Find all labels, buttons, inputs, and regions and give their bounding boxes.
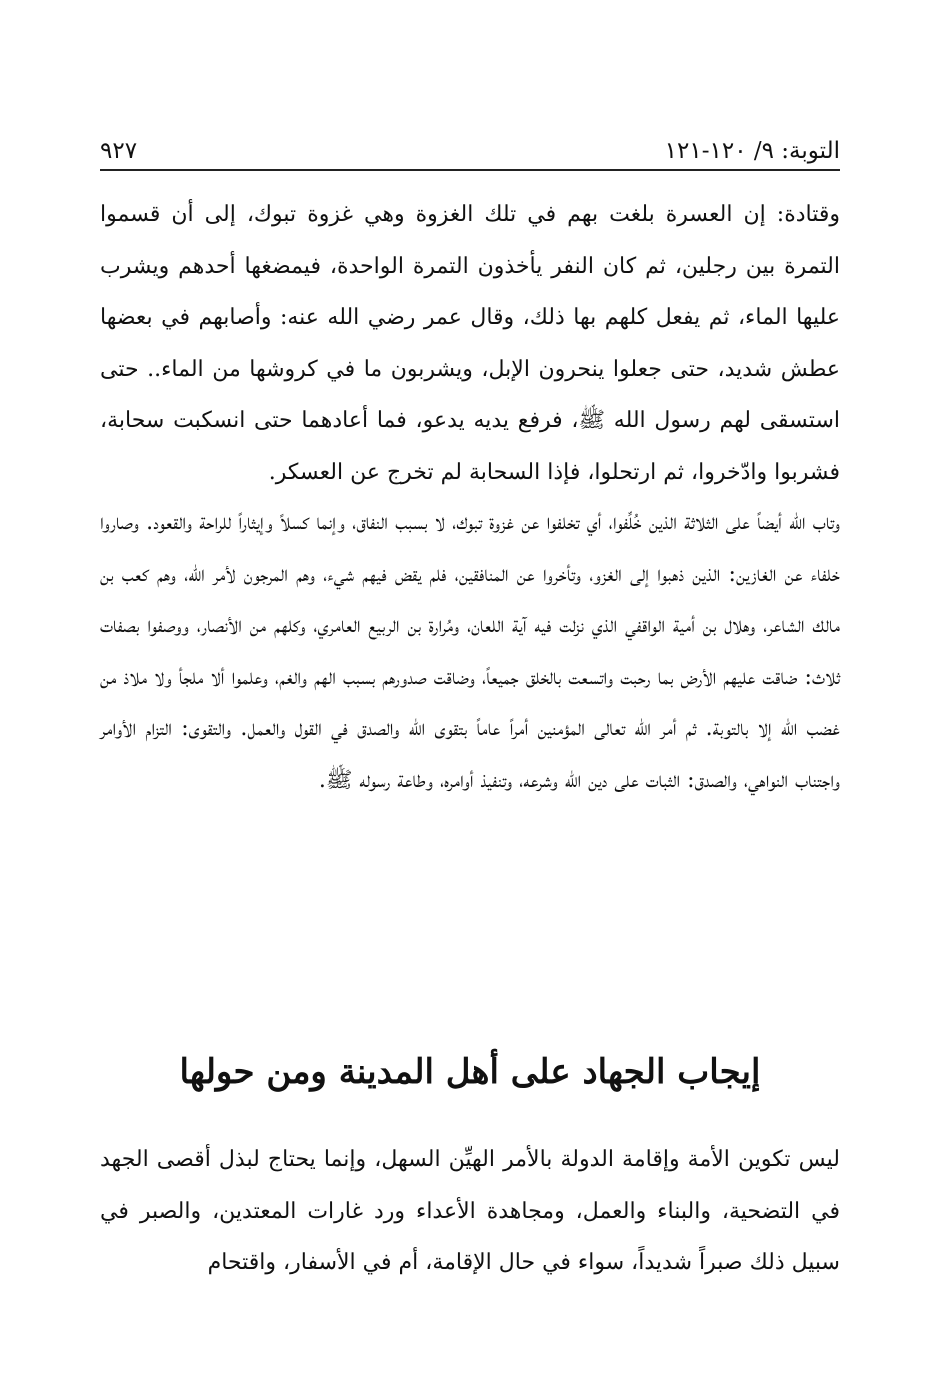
header-divider xyxy=(100,169,840,171)
page-header xyxy=(100,124,840,164)
section-heading: إيجاب الجهاد على أهل المدينة ومن حولها xyxy=(179,1052,761,1092)
paragraph-three-left-behind: وتاب الله أيضاً على الثلاثة الذين خُلِّفوا، أي تخلفوا عن غزوة تبوك، لا بسبب النفاق، وإنما كسلاً وإيثاراً للراحة والقعود. وصاروا خلفاء عن الغازين: الذين ذهبوا إلى الغزو، وتأخروا عن المنافقين، فلم يقض فيهم شيء، وهم المرجون لأمر الله، وهم كعب بن مالك الشاعر، وهلال بن أمية الواقفي الذي نزلت فيه آية اللعان، ومُرارة بن الربيع العامري، وكلهم من الأنصار، ووصفوا بصفات ثلاث: ضاقت عليهم الأرض بما رحبت واتسعت بالخلق جميعاً، وضاقت صدورهم بسبب الهم والغم، وعلموا ألا ملجأ ولا ملاذ من غضب الله إلا بالتوبة. ثم أمر الله تعالى المؤمنين أمراً عاماً بتقوى الله والصدق في القول والعمل. والتقوى: التزام الأوامر واجتناب النواهي، والصدق: الثبات على دين الله وشرعه، وتنفيذ أوامره، وطاعة رسوله ﷺ. xyxy=(100,510,840,793)
page-number: ٩٢٧ xyxy=(100,138,138,164)
paragraph-jihad-obligation: ليس تكوين الأمة وإقامة الدولة بالأمر الهيِّن السهل، وإنما يحتاج لبذل أقصى الجهد في التضحية، والبناء والعمل، ومجاهدة الأعداء ورد غارات المعتدين، والصبر في سبيل ذلك صبراً شديداً، سواء في حال الإقامة، أم في الأسفار، واقتحام xyxy=(100,1147,840,1275)
surah-reference: التوبة: ٩/ ١٢٠-١٢١ xyxy=(664,138,840,164)
paragraph-tabuk-hardship: وقتادة: إن العسرة بلغت بهم في تلك الغزوة وهي غزوة تبوك، إلى أن قسموا التمرة بين رجلين، ثم كان النفر يأخذون التمرة الواحدة، فيمضغها أحدهم ويشرب عليها الماء، ثم يفعل كلهم بها ذلك، وقال عمر رضي الله عنه: وأصابهم في بعضها عطش شديد، حتى جعلوا ينحرون الإبل، ويشربون ما في كروشها من الماء.. حتى استسقى لهم رسول الله ﷺ، فرفع يديه يدعو، فما أعادهما حتى انسكبت سحابة، فشربوا وادّخروا، ثم ارتحلوا، فإذا السحابة لم تخرج عن العسكر. xyxy=(100,202,840,485)
